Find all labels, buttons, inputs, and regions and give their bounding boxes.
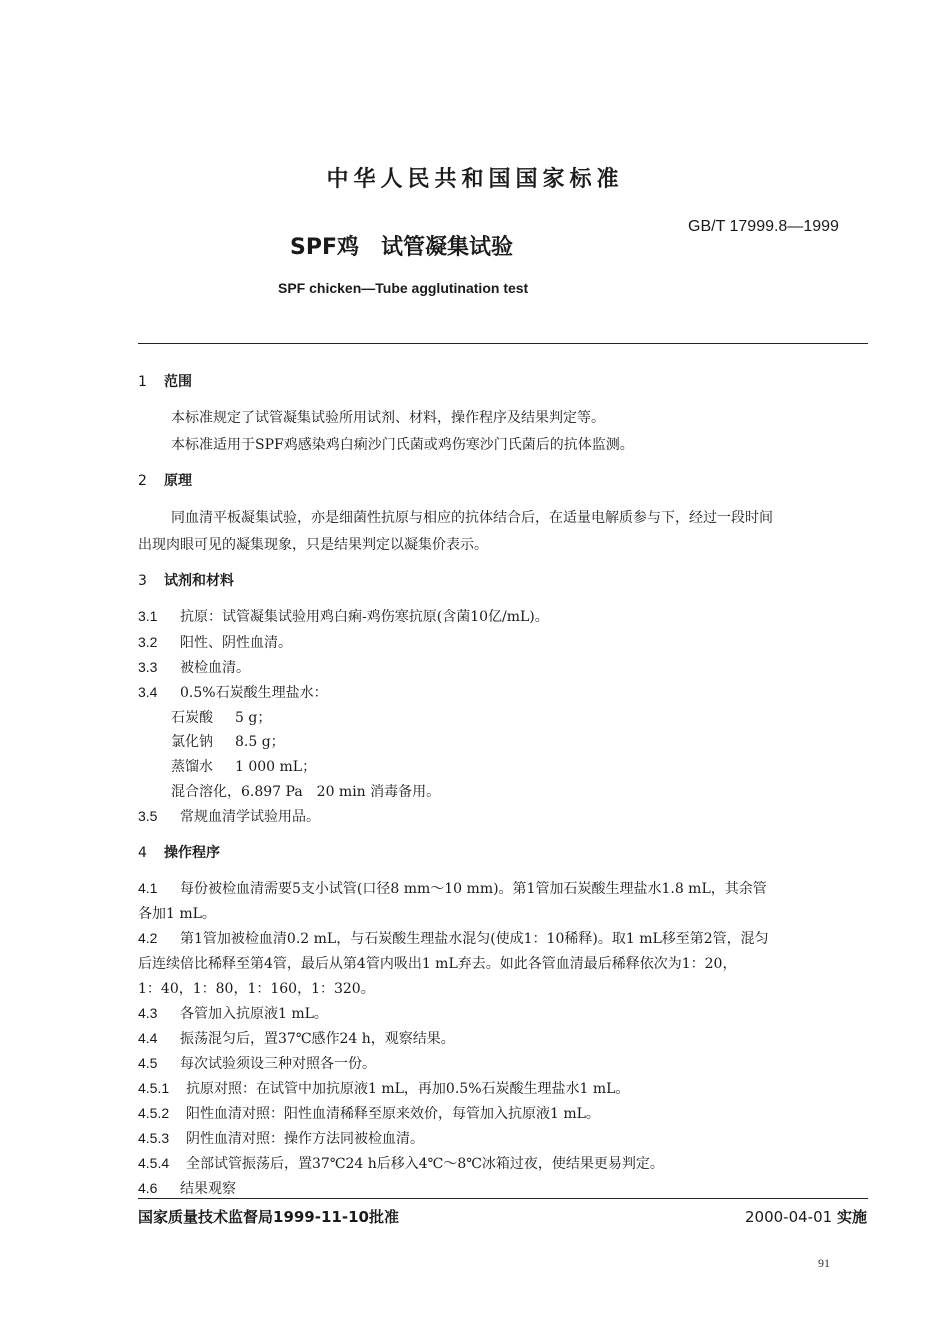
section-4-heading xyxy=(138,842,220,862)
section-title: 试剂和材料 xyxy=(164,573,234,589)
clause-4-5-1: 4.5.1 抗原对照：在试管中加抗原液1 mL，再加0.5%石炭酸生理盐水1 mL。 xyxy=(138,1080,630,1097)
clause-3-2: 3.2 阳性、阴性血清。 xyxy=(138,634,292,651)
clause-4-1-cont: 各加1 mL。 xyxy=(138,906,216,922)
paragraph-line: 同血清平板凝集试验，亦是细菌性抗原与相应的抗体结合后，在适量电解质参与下，经过一段时间 xyxy=(171,510,773,526)
clause-4-2-cont: 后连续倍比稀释至第4管，最后从第4管内吸出1 mL弃去。如此各管血清最后稀释依次为1：20， xyxy=(138,956,737,972)
section-number: 3 xyxy=(138,573,147,589)
clause-3-4: 3.4 0.5%石炭酸生理盐水： xyxy=(138,684,328,701)
clause-4-4: 4.4 振荡混匀后，置37℃感作24 h，观察结果。 xyxy=(138,1030,455,1047)
recipe-row: 氯化钠 8.5 g； xyxy=(171,734,285,750)
recipe-row: 石炭酸 5 g； xyxy=(171,710,272,726)
clause-4-5-4: 4.5.4 全部试管振荡后，置37℃24 h后移入4℃～8℃冰箱过夜，使结果更易判定。 xyxy=(138,1155,664,1172)
effective-date: 2000-04-01 xyxy=(745,1208,833,1226)
approval-line: 国家质量技术监督局1999-11-10批准 xyxy=(138,1208,399,1226)
section-3-heading xyxy=(138,570,234,590)
section-title: 操作程序 xyxy=(164,845,220,861)
clause-4-1: 4.1 每份被检血清需要5支小试管(口径8 mm～10 mm)。第1管加石炭酸生理盐水1.8 mL，其余管 xyxy=(138,880,767,897)
paragraph-line: 出现肉眼可见的凝集现象，只是结果判定以凝集价表示。 xyxy=(138,537,488,553)
clause-3-3: 3.3 被检血清。 xyxy=(138,659,250,676)
clause-4-5: 4.5 每次试验须设三种对照各一份。 xyxy=(138,1055,376,1072)
standard-number: GB/T 17999.8—1999 xyxy=(688,218,839,235)
clause-4-2: 4.2 第1管加被检血清0.2 mL，与石炭酸生理盐水混匀(使成1：10稀释)。取1 mL移至第2管，混匀 xyxy=(138,930,769,947)
section-2-heading xyxy=(138,470,192,490)
clause-3-5: 3.5 常规血清学试验用品。 xyxy=(138,808,320,825)
clause-3-1: 3.1 抗原：试管凝集试验用鸡白痢-鸡伤寒抗原(含菌10亿/mL)。 xyxy=(138,608,549,625)
effective-line xyxy=(745,1206,867,1227)
section-number: 2 xyxy=(138,473,147,489)
paragraph: 本标准规定了试管凝集试验所用试剂、材料，操作程序及结果判定等。 xyxy=(171,410,605,426)
clause-4-5-3: 4.5.3 阴性血清对照：操作方法同被检血清。 xyxy=(138,1130,424,1147)
section-number: 1 xyxy=(138,374,147,390)
section-1-heading xyxy=(138,371,192,391)
clause-4-6: 4.6 结果观察 xyxy=(138,1180,236,1197)
section-title: 原理 xyxy=(164,473,192,489)
english-title: SPF chicken—Tube agglutination test xyxy=(278,280,529,296)
footer-divider xyxy=(138,1198,868,1199)
recipe-row: 蒸馏水 1 000 mL； xyxy=(171,759,317,775)
recipe-note: 混合溶化，6.897 Pa 20 min 消毒备用。 xyxy=(171,784,441,800)
section-title: 范围 xyxy=(164,374,192,390)
section-number: 4 xyxy=(138,845,147,861)
effective-label: 实施 xyxy=(836,1208,867,1226)
clause-4-3: 4.3 各管加入抗原液1 mL。 xyxy=(138,1005,328,1022)
page-number: 91 xyxy=(818,1256,830,1270)
paragraph: 本标准适用于SPF鸡感染鸡白痢沙门氏菌或鸡伤寒沙门氏菌后的抗体监测。 xyxy=(171,437,634,453)
national-standard-heading: 中华人民共和国国家标准 xyxy=(326,167,624,192)
document-title: SPF鸡 试管凝集试验 xyxy=(290,235,513,260)
clause-4-5-2: 4.5.2 阳性血清对照：阳性血清稀释至原来效价，每管加入抗原液1 mL。 xyxy=(138,1105,600,1122)
clause-4-2-cont: 1：40，1：80，1：160，1：320。 xyxy=(138,981,375,997)
title-divider xyxy=(138,343,868,344)
